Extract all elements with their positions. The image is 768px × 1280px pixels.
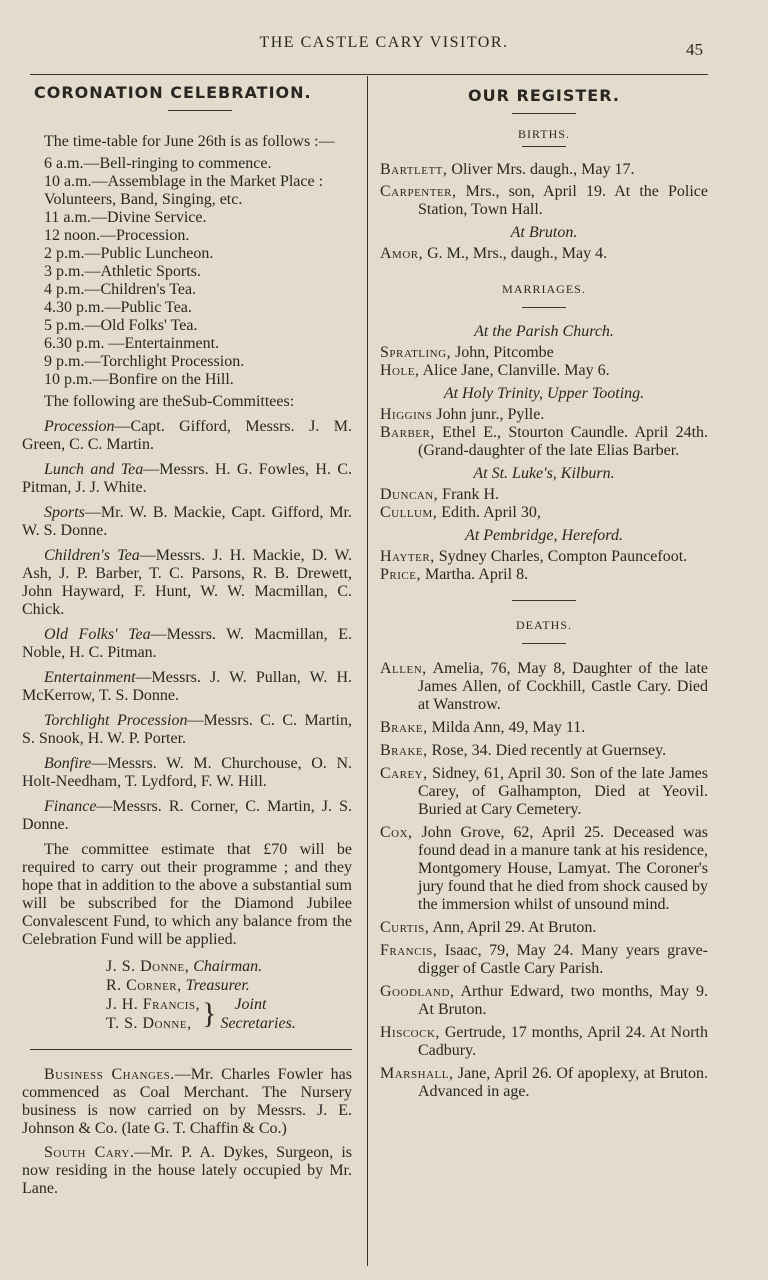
timetable-item: 10 a.m.—Assemblage in the Market Place : Volunteers, Band, Singing, etc.: [44, 173, 324, 208]
marriage-entry: [380, 424, 708, 460]
committee-members: —Messrs. W. M. Churchouse, O. N. Holt-Needham, T. Lydford, F. W. Hill.: [22, 755, 352, 790]
running-title: THE CASTLE CARY VISITOR.: [259, 34, 509, 51]
entry-text: John Grove, 62, April 25. Deceased was found dead in a manure tank at his residence, Montgomery House, Lamyat. The Coroner's jury found that he died from shock caused by the immersion whilst of unsound mind.: [418, 824, 709, 913]
timetable-item: 12 noon.—Procession.: [44, 227, 190, 244]
committee-members: —Messrs. J. H. Mackie, D. W. Ash, J. P. Barber, T. C. Parsons, R. B. Drewett, John Hayward, F. Hunt, W. W. Macmillan, C. Chick.: [22, 547, 352, 618]
committee-name: Lunch and Tea: [44, 461, 144, 478]
death-entry: [380, 742, 708, 760]
place-heading: At the Parish Church.: [474, 323, 614, 340]
signature-chairman: [106, 957, 352, 976]
entry-surname: Cox,: [380, 824, 413, 841]
entry-surname: Carey,: [380, 765, 428, 782]
left-column: [22, 80, 352, 1198]
entry-text: Oliver Mrs. daugh., May 17.: [451, 161, 635, 178]
entry-text: Ethel E., Stourton Caundle. April 24th. (Grand-daughter of the late Elias Barber.: [418, 424, 709, 459]
birth-entry: [380, 245, 708, 263]
committee-entry: [22, 504, 352, 540]
birth-entry: [380, 183, 708, 219]
marriages-rule: [522, 307, 566, 308]
entry-text: Gertrude, 17 months, April 24. At North Cadbury.: [418, 1024, 708, 1059]
secretary-name: J. H. Francis,: [106, 996, 201, 1013]
estimate-paragraph: The committee estimate that £70 will be required to carry out their programme ; and they hope that in addition to the above a substantial sum will be subscribed for the Diamond Jubilee Convalescent Fund, to which any balance from the Celebration Fund will be applied.: [22, 841, 352, 948]
death-entry: [380, 1024, 708, 1060]
header-rule: [30, 74, 708, 75]
entry-text: Ann, April 29. At Bruton.: [432, 919, 597, 936]
entry-surname: Duncan,: [380, 486, 439, 503]
coronation-heading: CORONATION CELEBRATION.: [34, 83, 312, 102]
timetable-item: 4.30 p.m.—Public Tea.: [44, 299, 192, 316]
signature-block: [106, 957, 352, 1033]
entry-text: Jane, April 26. Of apoplexy, at Bruton. Advanced in age.: [418, 1065, 708, 1100]
notice-paragraph: [22, 1066, 352, 1138]
timetable-item: 9 p.m.—Torchlight Procession.: [44, 353, 245, 370]
notice-text: —Mr. Charles Fowler has commenced as Coal Merchant. The Nursery business is now carried on by Messrs. J. E. Johnson & Co. (late G. T. Chaffin & Co.): [22, 1066, 352, 1137]
chairman-name: J. S. Donne,: [106, 958, 190, 975]
entry-surname: Curtis,: [380, 919, 430, 936]
committee-members: —Messrs. J. W. Pullan, W. H. McKerrow, T. S. Donne.: [22, 669, 352, 704]
death-entry: [380, 719, 708, 737]
committee-entry: [22, 755, 352, 791]
committee-members: —Messrs. R. Corner, C. Martin, J. S. Donne.: [22, 798, 352, 833]
entry-surname: Brake,: [380, 719, 428, 736]
entry-surname: Hiscock,: [380, 1024, 440, 1041]
treasurer-role: Treasurer.: [185, 977, 250, 994]
notice-lead: South Cary.: [44, 1144, 135, 1161]
entry-text: Isaac, 79, May 24. Many years grave-digger of Castle Cary Parish.: [418, 942, 708, 977]
entry-surname: Marshall,: [380, 1065, 454, 1082]
entry-text: Sidney, 61, April 30. Son of the late James Carey, of Galhampton, Died at Yeovil. Buried at Cary Cemetery.: [418, 765, 709, 818]
register-heading: OUR REGISTER.: [468, 86, 620, 105]
death-entry: [380, 942, 708, 978]
timetable-item: 4 p.m.—Children's Tea.: [44, 281, 197, 298]
marriage-entry: [380, 406, 708, 424]
place-heading: At Holy Trinity, Upper Tooting.: [443, 385, 645, 402]
entry-surname: Brake,: [380, 742, 428, 759]
marriage-entry: [380, 362, 708, 380]
joint-label: Joint: [234, 996, 267, 1013]
timetable-item: 6 a.m.—Bell-ringing to commence.: [44, 155, 272, 172]
death-entry: [380, 983, 708, 1019]
committee-entry: [22, 798, 352, 834]
committee-members: —Messrs. C. C. Martin, S. Snook, H. W. P. Porter.: [22, 712, 352, 747]
marriages-heading: MARRIAGES.: [502, 282, 586, 296]
entry-surname: Goodland,: [380, 983, 455, 1000]
entry-text: Sydney Charles, Compton Pauncefoot.: [438, 548, 688, 565]
marriage-entry: [380, 566, 708, 584]
treasurer-name: R. Corner,: [106, 977, 182, 994]
committee-name: Torchlight Procession: [44, 712, 188, 729]
entry-surname: Higgins: [380, 406, 433, 423]
entry-surname: Hole,: [380, 362, 420, 379]
deaths-heading: DEATHS.: [515, 618, 572, 632]
committee-name: Children's Tea: [44, 547, 140, 564]
death-entry: [380, 824, 708, 914]
place-heading: At Pembridge, Hereford.: [465, 527, 623, 544]
section-separator: [30, 1049, 352, 1050]
committee-name: Old Folks' Tea: [44, 626, 151, 643]
birth-entry: [380, 161, 708, 179]
signature-secretaries: [106, 995, 352, 1033]
committee-members: —Messrs. W. Macmillan, E. Noble, H. C. Pitman.: [22, 626, 352, 661]
page-number: 45: [686, 40, 703, 59]
notice-paragraph: [22, 1144, 352, 1198]
entry-text: Edith. April 30,: [441, 504, 541, 521]
committee-entry: [22, 547, 352, 619]
entry-text: Amelia, 76, May 8, Daughter of the late James Allen, of Cockhill, Castle Cary. Died at Wanstrow.: [418, 660, 708, 713]
secretary-name: T. S. Donne,: [106, 1015, 192, 1032]
births-heading: BIRTHS.: [518, 127, 570, 141]
marriage-entry: [380, 344, 708, 362]
committee-entry: [22, 461, 352, 497]
place-heading: At Bruton.: [510, 224, 578, 241]
committee-name: Finance: [44, 798, 97, 815]
entry-surname: Spratling,: [380, 344, 452, 361]
committee-name: Procession: [44, 418, 115, 435]
coronation-heading-rule: [168, 110, 232, 111]
entry-surname: Barber,: [380, 424, 435, 441]
timetable-item: 11 a.m.—Divine Service.: [44, 209, 207, 226]
entry-text: Milda Ann, 49, May 11.: [431, 719, 586, 736]
entry-text: Arthur Edward, two months, May 9. At Bruton.: [418, 983, 708, 1018]
committee-entry: [22, 712, 352, 748]
timetable-intro: The time-table for June 26th is as follows :—: [44, 133, 335, 150]
secretaries-label: Secretaries.: [220, 1015, 296, 1032]
entry-text: John, Pitcombe: [455, 344, 554, 361]
marriage-entry: [380, 504, 708, 522]
entry-text: Frank H.: [442, 486, 500, 503]
entry-text: Alice Jane, Clanville. May 6.: [422, 362, 610, 379]
committee-name: Bonfire: [44, 755, 92, 772]
committee-entry: [22, 626, 352, 662]
chairman-role: Chairman.: [193, 958, 263, 975]
notice-text: —Mr. P. A. Dykes, Surgeon, is now residing in the house lately occupied by Mr. Lane.: [22, 1144, 352, 1197]
committee-entry: [22, 418, 352, 454]
timetable-item: 5 p.m.—Old Folks' Tea.: [44, 317, 198, 334]
committee-members: —Capt. Gifford, Messrs. J. M. Green, C. C. Martin.: [22, 418, 352, 453]
committee-members: —Messrs. H. G. Fowles, H. C. Pitman, J. J. White.: [22, 461, 352, 496]
deaths-top-rule: [512, 600, 576, 601]
subcommittees-intro: The following are theSub-Committees:: [44, 393, 295, 410]
entry-surname: Allen,: [380, 660, 427, 677]
place-heading: At St. Luke's, Kilburn.: [473, 465, 615, 482]
entry-text: Mrs., son, April 19. At the Police Station, Town Hall.: [418, 183, 709, 218]
timetable-list: [22, 155, 352, 389]
entry-surname: Price,: [380, 566, 421, 583]
register-heading-rule: [512, 113, 576, 114]
entry-surname: Francis,: [380, 942, 438, 959]
timetable-item: 6.30 p.m. —Entertainment.: [44, 335, 220, 352]
signature-treasurer: [106, 976, 352, 995]
death-entry: [380, 1065, 708, 1101]
entry-text: Martha. April 8.: [424, 566, 529, 583]
committee-name: Entertainment: [44, 669, 136, 686]
entry-text: Rose, 34. Died recently at Guernsey.: [431, 742, 667, 759]
committee-members: —Mr. W. B. Mackie, Capt. Gifford, Mr. W. S. Donne.: [22, 504, 352, 539]
entry-surname: Amor,: [380, 245, 424, 262]
deaths-rule: [522, 643, 566, 644]
column-divider: [367, 76, 368, 1266]
entry-text: G. M., Mrs., daugh., May 4.: [427, 245, 608, 262]
marriage-entry: [380, 548, 708, 566]
right-column: [380, 80, 708, 1101]
timetable-item: 2 p.m.—Public Luncheon.: [44, 245, 214, 262]
entry-surname: Bartlett,: [380, 161, 448, 178]
births-rule: [522, 146, 566, 147]
timetable-item: 10 p.m.—Bonfire on the Hill.: [44, 371, 234, 388]
death-entry: [380, 660, 708, 714]
entry-surname: Carpenter,: [380, 183, 457, 200]
death-entry: [380, 919, 708, 937]
committee-name: Sports: [44, 504, 85, 521]
notice-lead: Business Changes.: [44, 1066, 175, 1083]
entry-surname: Hayter,: [380, 548, 435, 565]
entry-surname: Cullum,: [380, 504, 438, 521]
brace-glyph: }: [202, 997, 217, 1030]
marriage-entry: [380, 486, 708, 504]
entry-text: John junr., Pylle.: [436, 406, 545, 423]
committee-entry: [22, 669, 352, 705]
timetable-item: 3 p.m.—Athletic Sports.: [44, 263, 201, 280]
death-entry: [380, 765, 708, 819]
